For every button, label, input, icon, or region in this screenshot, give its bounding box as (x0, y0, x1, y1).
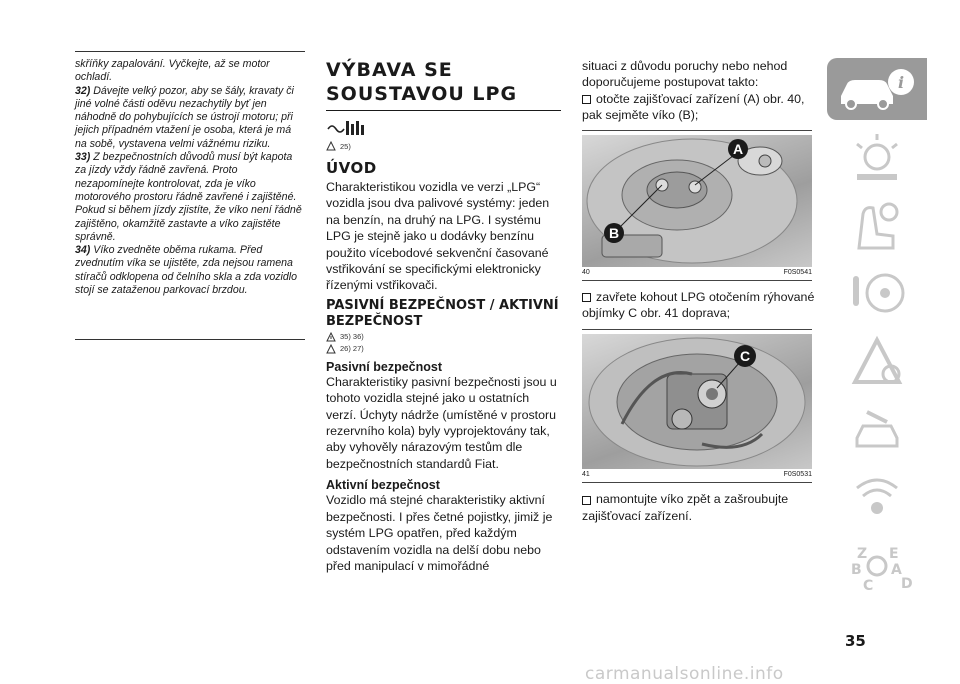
chapter-tab-driving[interactable] (827, 262, 927, 324)
checkbox-bullet-icon (582, 496, 591, 505)
column-notes (75, 58, 305, 297)
ref-text: 26) 27) (340, 344, 364, 354)
warning-triangle-icon (326, 332, 336, 342)
caution-hand-icon (326, 344, 336, 354)
column-procedure (582, 58, 816, 524)
svg-text:A: A (891, 562, 902, 578)
figure-code: F0S0531 (783, 471, 812, 479)
heading-aktivni: Aktivní bezpečnost (326, 478, 440, 493)
svg-text:i: i (897, 73, 905, 92)
svg-text:Z: Z (857, 546, 868, 562)
figure-40-caption (582, 269, 812, 276)
callout-b-label: B (608, 224, 620, 241)
chapter-tab-multimedia[interactable] (827, 466, 927, 528)
note-number: 32) (75, 84, 91, 97)
note-number: 33) (75, 151, 91, 164)
bullet-step-3 (582, 491, 816, 524)
aktivni-text: Vozidlo má stejné charakteristiky aktivní bezpečnosti. I přes četné pojistky, jimiž je systém LPG opatřen, před každým odstavením vozidla na delší dobu nebo před manipulací v mimořádné (326, 493, 553, 573)
caution-hand-icon (326, 141, 336, 151)
index-letters-icon (827, 534, 927, 596)
figure-41 (582, 329, 812, 483)
step-text: otočte zajišťovací zařízení (A) obr. 40, pak sejměte víko (B); (582, 91, 805, 123)
svg-text:C: C (863, 578, 874, 594)
chapter-tab-index[interactable] (827, 534, 927, 596)
airbag-seat-icon (827, 194, 927, 256)
note-33 (75, 151, 305, 244)
lpg-warning-icon (326, 119, 366, 137)
chapter-tab-safety[interactable] (827, 194, 927, 256)
top-divider (75, 51, 305, 52)
tools-car-icon (827, 398, 927, 460)
step-text: namontujte víko zpět a zašroubujte zajišťovací zařízení. (582, 492, 789, 523)
note-text: Z bezpečnostních důvodů musí být kapota za jízdy vždy řádně zavřená. Proto nezapomínejte kontrolovat, zda je víko motorového prostoru řádně zavřené i zajištěné. Pokud si během jízdy zjistíte, že víko není řádně zajištěno, okamžitě zastavte a víko zajistěte správně. (75, 151, 302, 243)
procedure-intro: situaci z důvodu poruchy nebo nehod doporučujeme postupovat takto: (582, 59, 788, 90)
figure-number: 41 (582, 471, 590, 479)
chapter-sidebar (827, 58, 927, 602)
watermark-text: carmanualsonline.info (585, 664, 784, 684)
svg-text:E: E (889, 546, 899, 562)
ref-row-1 (326, 141, 561, 151)
heading-uvod: ÚVOD (326, 159, 377, 177)
heading-pasivni-aktivni: PASIVNÍ BEZPEČNOST / AKTIVNÍ BEZPEČNOST (326, 297, 559, 329)
note-text: Víko zvedněte oběma rukama. Před zvednutím víka se ujistěte, zda nejsou ramena stíračů odklopena od čelního skla a zda vozidlo stojí se zataženou parkovací brzdou. (75, 244, 298, 297)
intro-text: skříňky zapalování. Vyčkejte, až se motor ochladí. (75, 58, 270, 84)
note-34 (75, 244, 305, 297)
warning-lights-icon (827, 126, 927, 188)
ref-row-2 (326, 332, 561, 342)
section-title-line1: VÝBAVA SE (326, 59, 453, 81)
note-text: Dávejte velký pozor, aby se šály, kravaty či jiné volné části oděvu nezachytily byť jen náhodně do pohybujících se ústrojí motoru; při jejich případném vtažení je osoba, která je má na sobě, vystavena velmi vážnému riziku. (75, 84, 294, 150)
lpg-valve-illustration (582, 334, 812, 469)
figure-code: F0S0541 (783, 268, 812, 276)
notes-bottom-divider (75, 339, 305, 340)
figure-40-image (582, 135, 812, 267)
svg-text:D: D (901, 576, 913, 592)
checkbox-bullet-icon (582, 95, 591, 104)
car-info-icon (827, 58, 927, 120)
chapter-tab-car-info[interactable] (827, 58, 927, 120)
ref-row-3 (326, 344, 561, 354)
figure-41-image (582, 334, 812, 469)
steering-key-icon (827, 262, 927, 324)
heading-pasivni: Pasivní bezpečnost (326, 359, 443, 374)
figure-40 (582, 130, 812, 281)
chapter-tab-maintenance[interactable] (827, 398, 927, 460)
ref-text: 25) (340, 141, 351, 151)
callout-c-label: C (739, 348, 751, 365)
multimedia-icon (827, 466, 927, 528)
checkbox-bullet-icon (582, 293, 591, 302)
title-underline (326, 110, 561, 111)
bullet-step-2 (582, 289, 816, 322)
page-number: 35 (845, 632, 866, 650)
callout-a-label: A (732, 140, 744, 157)
figure-number: 40 (582, 268, 590, 276)
ref-text: 35) 36) (340, 332, 364, 342)
uvod-text: Charakteristikou vozidla ve verzi „LPG“ vozidla jsou dva palivové systémy: jeden na benzín, na druhý na LPG. I systému LPG je stejně jako u dodávky benzínu použito vícebodové sekvenční časované vstřikování se specifickými elektronicky řízenými vstřikovači. (326, 180, 550, 293)
note-number: 34) (75, 244, 91, 257)
warning-triangle-icon (827, 330, 927, 392)
lpg-tank-cover-illustration (582, 135, 812, 267)
icon-row (326, 117, 561, 139)
chapter-tab-warning-lights[interactable] (827, 126, 927, 188)
bullet-step-1 (582, 91, 816, 124)
column-lpg-intro (326, 58, 561, 574)
svg-text:B: B (851, 562, 862, 578)
chapter-tab-emergency[interactable] (827, 330, 927, 392)
section-title-line2: SOUSTAVOU LPG (326, 83, 518, 105)
step-text: zavřete kohout LPG otočením rýhované objímky C obr. 41 doprava; (582, 289, 815, 321)
figure-41-caption (582, 471, 812, 478)
pasivni-text: Charakteristiky pasivní bezpečnosti jsou u tohoto vozidla stejné jako u ostatních verzí. Úchyty nádrže (umístěné v prostoru rezervního kola) byly vyprojektovány tak, aby vyhověly nárazovým testům dle bezpečnostních standardů Fiat. (326, 374, 557, 471)
note-32 (75, 85, 305, 151)
